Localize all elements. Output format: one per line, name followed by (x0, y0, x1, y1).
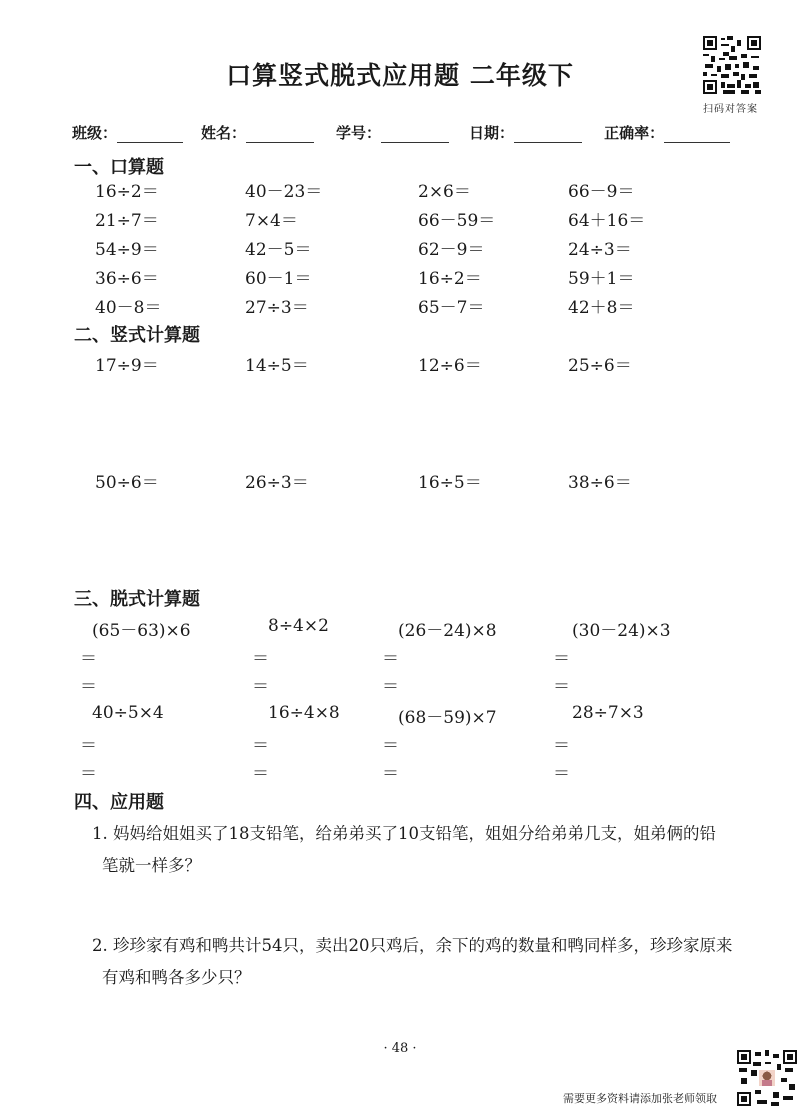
class-label: 班级： (72, 124, 118, 142)
equal-sign: ＝ (252, 736, 269, 756)
oral-problem: 7×4＝ (245, 211, 298, 231)
oral-problem: 16÷2＝ (418, 269, 482, 289)
footer-note: 需要更多资料请添加张老师领取 (563, 1092, 717, 1105)
section-heading-vertical: 二、竖式计算题 (74, 325, 200, 346)
oral-problem: 40－8＝ (95, 298, 162, 318)
page-title: 口算竖式脱式应用题 二年级下 (226, 61, 574, 90)
equal-sign: ＝ (80, 649, 97, 669)
step-problem: (68－59)×7 (398, 708, 497, 728)
oral-problem: 42＋8＝ (568, 298, 635, 318)
equal-sign: ＝ (80, 764, 97, 784)
accuracy-label: 正确率： (604, 124, 665, 142)
equal-sign: ＝ (382, 677, 399, 697)
oral-problem: 66－59＝ (418, 211, 496, 231)
oral-problem: 27÷3＝ (245, 298, 309, 318)
oral-problem: 64＋16＝ (568, 211, 646, 231)
equal-sign: ＝ (80, 736, 97, 756)
oral-problem: 60－1＝ (245, 269, 312, 289)
section-heading-word: 四、应用题 (74, 792, 164, 813)
section-heading-step: 三、脱式计算题 (74, 589, 200, 610)
accuracy-blank[interactable] (664, 126, 730, 143)
word-problem-2-line1: 2. 珍珍家有鸡和鸭共计54只，卖出20只鸡后，余下的鸡的数量和鸭同样多，珍珍家原来 (92, 936, 733, 955)
equal-sign: ＝ (553, 649, 570, 669)
step-problem: 8÷4×2 (268, 616, 329, 636)
name-blank[interactable] (246, 126, 314, 143)
word-problem-2-line2: 有鸡和鸭各多少只？ (102, 968, 251, 987)
word-problem-1 (92, 818, 752, 882)
vertical-problem: 50÷6＝ (95, 473, 159, 493)
qr-code-icon[interactable] (703, 36, 761, 94)
oral-problem: 36÷6＝ (95, 269, 159, 289)
student-info-line (72, 122, 730, 143)
qr-caption: 扫码对答案 (703, 104, 758, 115)
vertical-problem: 26÷3＝ (245, 473, 309, 493)
equal-sign: ＝ (252, 677, 269, 697)
step-problem: 28÷7×3 (572, 703, 644, 723)
word-problem-2 (92, 930, 752, 994)
vertical-problem: 17÷9＝ (95, 356, 159, 376)
step-problem: (30－24)×3 (572, 621, 671, 641)
student-id-blank[interactable] (381, 126, 449, 143)
equal-sign: ＝ (252, 649, 269, 669)
vertical-problem: 25÷6＝ (568, 356, 632, 376)
step-problem: (26－24)×8 (398, 621, 497, 641)
oral-problem: 62－9＝ (418, 240, 485, 260)
oral-problem: 59＋1＝ (568, 269, 635, 289)
oral-problem: 24÷3＝ (568, 240, 632, 260)
oral-problem: 65－7＝ (418, 298, 485, 318)
class-field[interactable] (72, 122, 183, 143)
equal-sign: ＝ (382, 736, 399, 756)
vertical-problem: 14÷5＝ (245, 356, 309, 376)
vertical-problem: 16÷5＝ (418, 473, 482, 493)
class-blank[interactable] (117, 126, 183, 143)
oral-problem: 16÷2＝ (95, 182, 159, 202)
oral-problem: 42－5＝ (245, 240, 312, 260)
date-label: 日期： (469, 124, 515, 142)
equal-sign: ＝ (553, 677, 570, 697)
oral-problem: 54÷9＝ (95, 240, 159, 260)
equal-sign: ＝ (553, 736, 570, 756)
word-problem-1-line1: 1. 妈妈给姐姐买了18支铅笔，给弟弟买了10支铅笔，姐姐分给弟弟几支，姐弟俩的铅 (92, 824, 716, 843)
oral-problem: 21÷7＝ (95, 211, 159, 231)
oral-problem: 66－9＝ (568, 182, 635, 202)
vertical-problem: 12÷6＝ (418, 356, 482, 376)
oral-problem: 40－23＝ (245, 182, 323, 202)
name-field[interactable] (201, 122, 314, 143)
word-problem-1-line2: 笔就一样多？ (102, 856, 201, 875)
student-id-label: 学号： (336, 124, 382, 142)
date-field[interactable] (469, 122, 582, 143)
equal-sign: ＝ (382, 764, 399, 784)
date-blank[interactable] (514, 126, 582, 143)
page-number: · 48 · (383, 1041, 417, 1056)
equal-sign: ＝ (252, 764, 269, 784)
section-heading-oral: 一、口算题 (74, 157, 164, 178)
footer-qr-code-icon[interactable] (737, 1050, 797, 1106)
name-label: 姓名： (201, 124, 247, 142)
step-problem: 16÷4×8 (268, 703, 340, 723)
oral-problem: 2×6＝ (418, 182, 471, 202)
accuracy-field[interactable] (604, 122, 730, 143)
vertical-problem: 38÷6＝ (568, 473, 632, 493)
student-id-field[interactable] (336, 122, 449, 143)
equal-sign: ＝ (553, 764, 570, 784)
step-problem: 40÷5×4 (92, 703, 164, 723)
equal-sign: ＝ (80, 677, 97, 697)
step-problem: (65－63)×6 (92, 621, 191, 641)
equal-sign: ＝ (382, 649, 399, 669)
